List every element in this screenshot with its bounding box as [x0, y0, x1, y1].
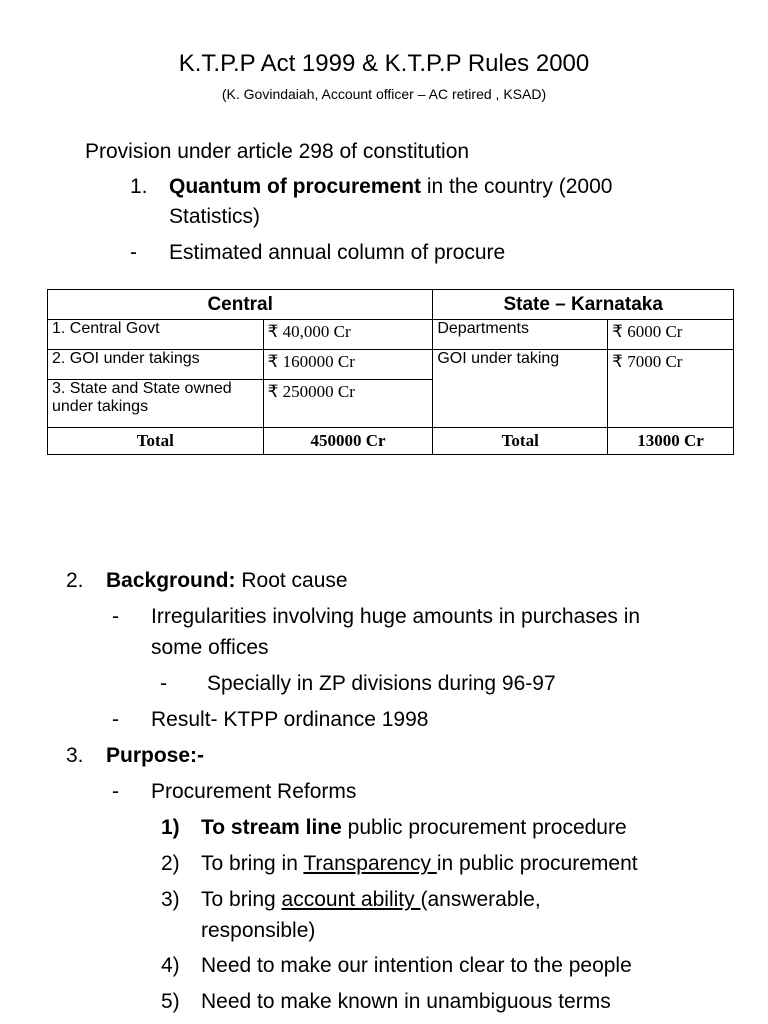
procurement-table	[47, 289, 734, 455]
purpose-5-text: Need to make known in unambiguous terms	[201, 990, 611, 1013]
table-total-row	[48, 428, 734, 455]
purpose-2-pre: To bring in	[201, 852, 304, 875]
purpose-4-number: 4)	[161, 954, 180, 977]
table-cell: 1. Central Govt	[48, 320, 264, 350]
purpose-1-text	[201, 814, 627, 842]
item3-sub-text: Procurement Reforms	[151, 780, 357, 803]
table-cell: 2. GOI under takings	[48, 350, 264, 380]
table-header-state: State – Karnataka	[433, 290, 734, 320]
item3-heading: Purpose:-	[106, 744, 205, 767]
item1-sub-dash: -	[130, 241, 137, 264]
table-cell: ₹ 40,000 Cr	[263, 320, 433, 350]
item1-heading	[169, 173, 612, 201]
purpose-2-post: in public procurement	[436, 852, 638, 875]
purpose-1-bold: To stream line	[201, 816, 342, 839]
purpose-3-underline: account ability	[281, 888, 421, 911]
item1-rest: in the country (2000	[421, 175, 613, 198]
item2-sub-line1: Irregularities involving huge amounts in purchases in	[151, 605, 641, 628]
table-total-value: 13000 Cr	[608, 428, 734, 455]
item1-line2: Statistics)	[169, 205, 261, 228]
item2-number: 2.	[66, 569, 84, 592]
item2-subsub-dash: -	[160, 672, 167, 695]
purpose-3-post: (answerable,	[420, 888, 541, 911]
purpose-2-underline: Transparency	[303, 852, 437, 875]
table-cell: GOI under taking	[433, 350, 608, 428]
item3-number: 3.	[66, 744, 84, 767]
item2-sub-line3: Result- KTPP ordinance 1998	[151, 708, 429, 731]
purpose-1-number: 1)	[161, 816, 180, 839]
table-cell: ₹ 6000 Cr	[608, 320, 734, 350]
item3-sub-dash: -	[112, 780, 119, 803]
purpose-1-rest: public procurement procedure	[341, 816, 627, 839]
table-header-central: Central	[48, 290, 433, 320]
table-cell: 3. State and State owned under takings	[48, 380, 264, 428]
table-total-value: 450000 Cr	[263, 428, 433, 455]
page-subtitle: (K. Govindaiah, Account officer – AC retired , KSAD)	[221, 86, 547, 102]
item2-sub-dash: -	[112, 605, 119, 628]
table-row	[48, 320, 734, 350]
table-cell: ₹ 160000 Cr	[263, 350, 433, 380]
purpose-2-number: 2)	[161, 852, 180, 875]
purpose-3-text	[201, 886, 541, 914]
purpose-3-pre: To bring	[201, 888, 282, 911]
page-title: K.T.P.P Act 1999 & K.T.P.P Rules 2000	[178, 50, 590, 77]
item2-subsub-line: Specially in ZP divisions during 96-97	[207, 672, 556, 695]
purpose-4-text: Need to make our intention clear to the people	[201, 954, 632, 977]
table-cell: ₹ 250000 Cr	[263, 380, 433, 428]
table-header-row	[48, 290, 734, 320]
table-total-label: Total	[48, 428, 264, 455]
item2-bold: Background:	[106, 569, 236, 592]
purpose-3-line2: responsible)	[201, 919, 316, 942]
item2-heading	[106, 567, 348, 595]
item2-sub-line1b: some offices	[151, 636, 269, 659]
table-row	[48, 350, 734, 380]
purpose-5-number: 5)	[161, 990, 180, 1013]
table-cell: Departments	[433, 320, 608, 350]
item2-sub-dash: -	[112, 708, 119, 731]
item1-bold: Quantum of procurement	[169, 175, 422, 198]
purpose-2-text	[201, 850, 638, 878]
item1-number: 1.	[130, 175, 148, 198]
table-cell: ₹ 7000 Cr	[608, 350, 734, 428]
item1-sub-text: Estimated annual column of procure	[169, 241, 506, 264]
purpose-3-number: 3)	[161, 888, 180, 911]
table-total-label: Total	[433, 428, 608, 455]
intro-text: Provision under article 298 of constitution	[85, 140, 470, 163]
item2-rest: Root cause	[235, 569, 348, 592]
